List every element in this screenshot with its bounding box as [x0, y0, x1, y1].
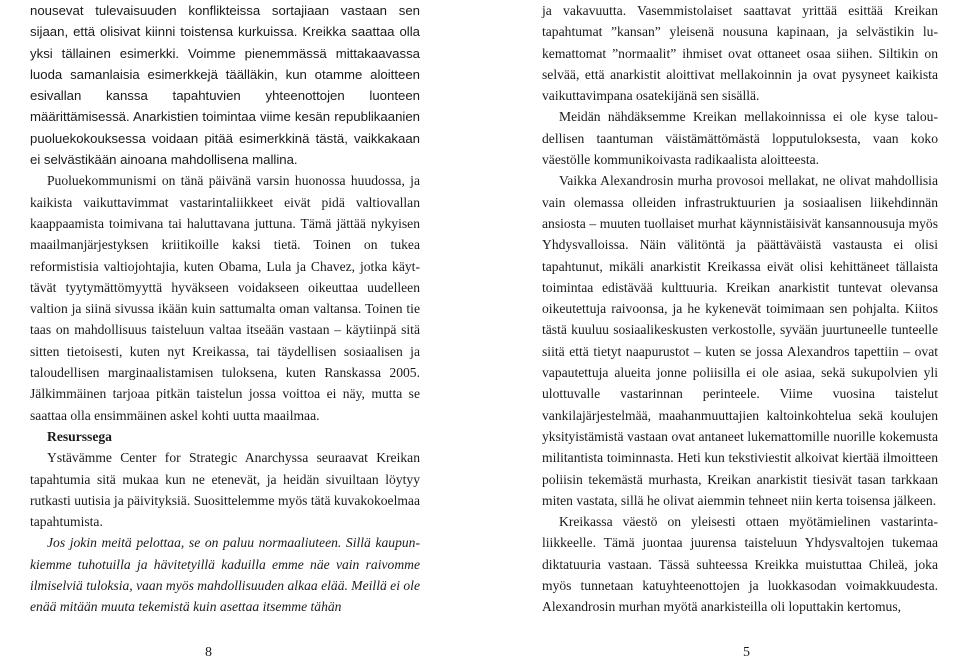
resources-heading: Resurssega	[47, 428, 112, 444]
right-paragraph-3: Vaikka Alexandrosin murha provosoi mellakat, ne olivat mahdollisia vain olemassa olleiden infrastruktuurien ja sosiaalisen liikehdinnän ansiosta – muuten tuollaiset murhat käynnistäisivät kansannousuja myös Yhdysvalloissa. Näin välitöntä ja päättäväistä vastausta ei olisi tapahtunut, mikäli anarkistit Kreikassa eivät olisi kehittäneet tällaista toimintaa edistävää kulttuuria. Kreikan anarkistit tuntevat olevansa oikeutettuja raivoonsa, ja he kykenevät toimimaan sen pohjalta. Kiitos tästä kuuluu sosiaalikeskusten verkostolle, syvään juurtuneelle tunteelle siitä että tietyt naapurustot – kuten se jossa Alexandros tapettiin – ovat vapautettuja alueita jonne poliisilla ei ole asiaa, sekä sukupolvien yli ulottuvalle vastarinnan perinteele. Viime vuosina taistelut vankilajärjestelmää, maahanmuuttajien kaltoinkohtelua sekä koulujen yksityistämistä vastaan ovat antaneet lukemattomille nuorille kokemusta militantista toiminnasta. Heti kun tekstiviestit alkoivat kiertää ilmoitteen poliisin tekemästä murhasta, Kreikan anarkistit tiesivät tasan tarkkaan miten vastata, sillä he olivat aiemmin tehneet niin kerta toisensa jälkeen.	[542, 173, 938, 508]
left-paragraph-2: Puoluekommunismi on tänä päivänä varsin huonossa huudossa, ja kaikista vaikuttavimmat vastarintaliikkeet eivät pidä valtiovallan kaappaamista toimivana tai haluttavana juttuna. Tämä jättää nykyisen maailmanjärjestyksen kriitikoille kaksi tietä. Toinen on tukea reformistisia valtiojohtajia, kuten Obama, Lula ja Chavez, jotka käyttävät tyytymättömyyttä hyväkseen voidakseen oikeuttaa uudelleen valtion ja siinä sivussa ikään kuin sattumalta oman valtansa. Toinen tie taas on mahdollisuus taisteluun valtaa itseään vastaan – käytiinpä sitä sitten tietoisesti, kuten nyt Kreikassa, tai täydellisen sosiaalisen ja taloudellisen marginaalistamisen tuloksena, kuten Ranskassa 2005. Jälkimmäinen tarjoaa pitkän taistelun jossa voittoa ei näy, mutta se saattaa olla ensimmäinen askel kohti uutta maailmaa.	[30, 173, 420, 423]
left-paragraph-1: nousevat tulevaisuuden konflikteissa sortajiaan vastaan sen sijaan, että olisivat kiinni toistensa kurkuissa. Kreikka saattaa olla yksi tällainen esimerkki. Voimme pienemmässä mittakaavassa luoda samanlaisia esimerkkejä täälläkin, kun otamme aloitteen esivallan kanssa tapahtuvien yhteenottojen luonteen määrittämisessä. Anarkistien toimintaa viime kesän republikaanien puoluekokouksessa voidaan pitää esimerkkinä tästä, vaikkakaan ei selvästikään ainoana mahdollisena mallina.	[30, 3, 420, 168]
resources-paragraph: Ystävämme Center for Strategic Anarchyssa seuraavat Kreikan tapahtumia sitä mukaa kun ne etenevät, ja heidän sivuiltaan löytyy rutkasti uutisia ja päivityksiä. Suosittelemme myös tätä kuvakokoelmaa tapahtumista.	[30, 450, 420, 530]
page-number-left: 8	[205, 645, 212, 660]
right-page	[480, 0, 960, 663]
right-paragraph-4: Kreikassa väestö on yleisesti ottaen myötämielinen vastarintaliikkeelle. Tämä juontaa juurensa taisteluun Yhdysvaltojen tukemaa diktatuuria vastaan. Tässä suhteessa Kreikka muistuttaa Chileä, joka myös tunnetaan katuyhteenottojen ja luokkasodan voimakkuudesta. Alexandrosin murhan myötä anarkisteilla oli loputtakin kertomus,	[542, 514, 938, 615]
right-paragraph-1: ja vakavuutta. Vasemmistolaiset saattavat yrittää esittää Kreikan tapahtumat ”kansan” yleisenä nousuna kapinaan, ja selvästikin lukemattomat ”normaalit” ihmiset ovat ottaneet osaa siihen. Siltikin on selvää, että anarkistit aloittivat mellakoinnin ja ovat pysyneet kaikista vaikuttavimpana osatekijänä sen sisällä.	[542, 3, 938, 104]
italic-paragraph: Jos jokin meitä pelottaa, se on paluu normaaliuteen. Sillä kaupunkiemme tuhotuilla ja hävitetyillä kaduilla emme näe vain raivomme ilmiselviä tuloksia, vaan myös mahdollisuuden alkaa elää. Meillä ei ole enää mitään muuta tekemistä kuin asettaa itsemme tähän	[30, 535, 420, 615]
page-number-right: 5	[743, 645, 750, 660]
right-text-column	[542, 0, 938, 618]
right-paragraph-2: Meidän nähdäksemme Kreikan mellakoinnissa ei ole kyse taloudellisen taantuman väistämättömästä lopputuloksesta, vaan koko väestölle kommunikoivasta radikaalista aloitteesta.	[542, 109, 938, 168]
left-text-column	[30, 0, 420, 618]
